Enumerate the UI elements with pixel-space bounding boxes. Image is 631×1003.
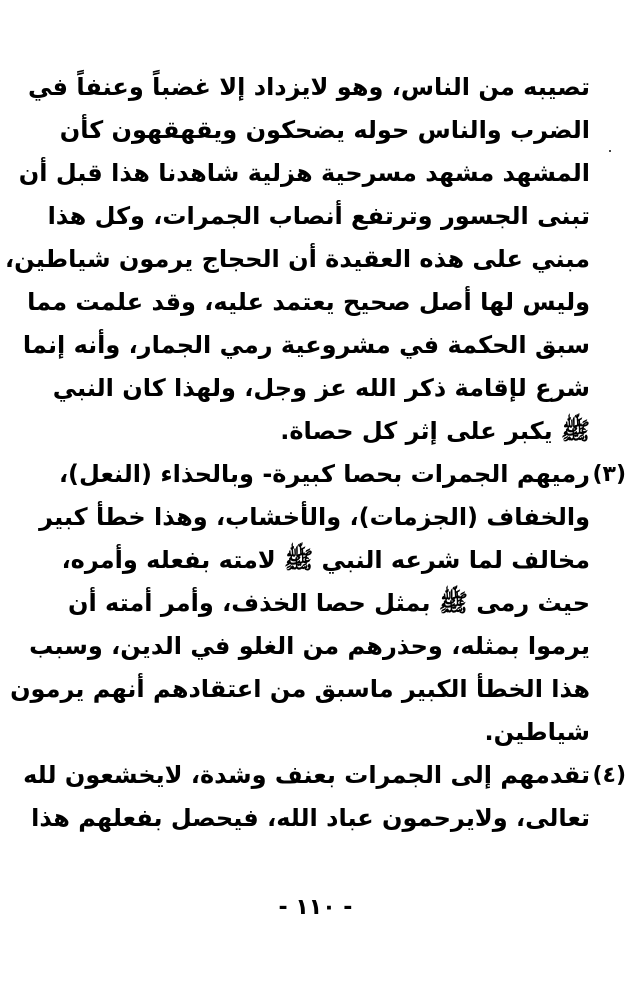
item-number: (٤) xyxy=(592,763,626,788)
text-line: شياطين. xyxy=(484,718,590,746)
list-item-4 xyxy=(23,754,626,840)
text-line: رميهم الجمرات بحصا كبيرة- وبالحذاء (النعل)، xyxy=(58,460,590,488)
item-number: (٣) xyxy=(592,462,626,487)
page-number: - ١١٠ - xyxy=(278,895,353,920)
text-line: مبني على هذه العقيدة أن الحجاج يرمون شياطين، xyxy=(5,245,590,273)
text-line: تقدمهم إلى الجمرات بعنف وشدة، لايخشعون لله xyxy=(23,761,590,789)
intro-paragraph xyxy=(5,66,590,453)
text-line: شرع لإقامة ذكر الله عز وجل، ولهذا كان النبي xyxy=(52,374,590,402)
margin-dot xyxy=(609,150,611,152)
text-line: تعالى، ولايرحمون عباد الله، فيحصل بفعلهم هذا xyxy=(31,804,590,832)
text-line: حيث رمى ﷺ بمثل حصا الخذف، وأمر أمته أن xyxy=(67,589,590,617)
text-line: الضرب والناس حوله يضحكون ويقهقهون كأن xyxy=(59,116,590,144)
text-line: والخفاف (الجزمات)، والأخشاب، وهذا خطأ كبير xyxy=(39,503,590,531)
text-line: مخالف لما شرعه النبي ﷺ لامته بفعله وأمره، xyxy=(61,546,590,574)
text-line: ﷺ يكبر على إثر كل حصاة. xyxy=(280,417,590,445)
text-line: المشهد مشهد مسرحية هزلية شاهدنا هذا قبل أن xyxy=(18,159,590,187)
text-line: هذا الخطأ الكبير ماسبق من اعتقادهم أنهم يرمون xyxy=(10,675,590,703)
list-item-3 xyxy=(10,453,626,754)
body-text xyxy=(5,66,626,840)
text-line: يرموا بمثله، وحذرهم من الغلو في الدين، وسبب xyxy=(29,632,590,660)
text-line: وليس لها أصل صحيح يعتمد عليه، وقد علمت مما xyxy=(27,288,590,316)
text-line: سبق الحكمة في مشروعية رمي الجمار، وأنه إنما xyxy=(22,331,590,359)
text-line: تبنى الجسور وترتفع أنصاب الجمرات، وكل هذا xyxy=(47,202,590,230)
text-line: تصيبه من الناس، وهو لايزداد إلا غضباً وعنفاً في xyxy=(27,73,590,101)
